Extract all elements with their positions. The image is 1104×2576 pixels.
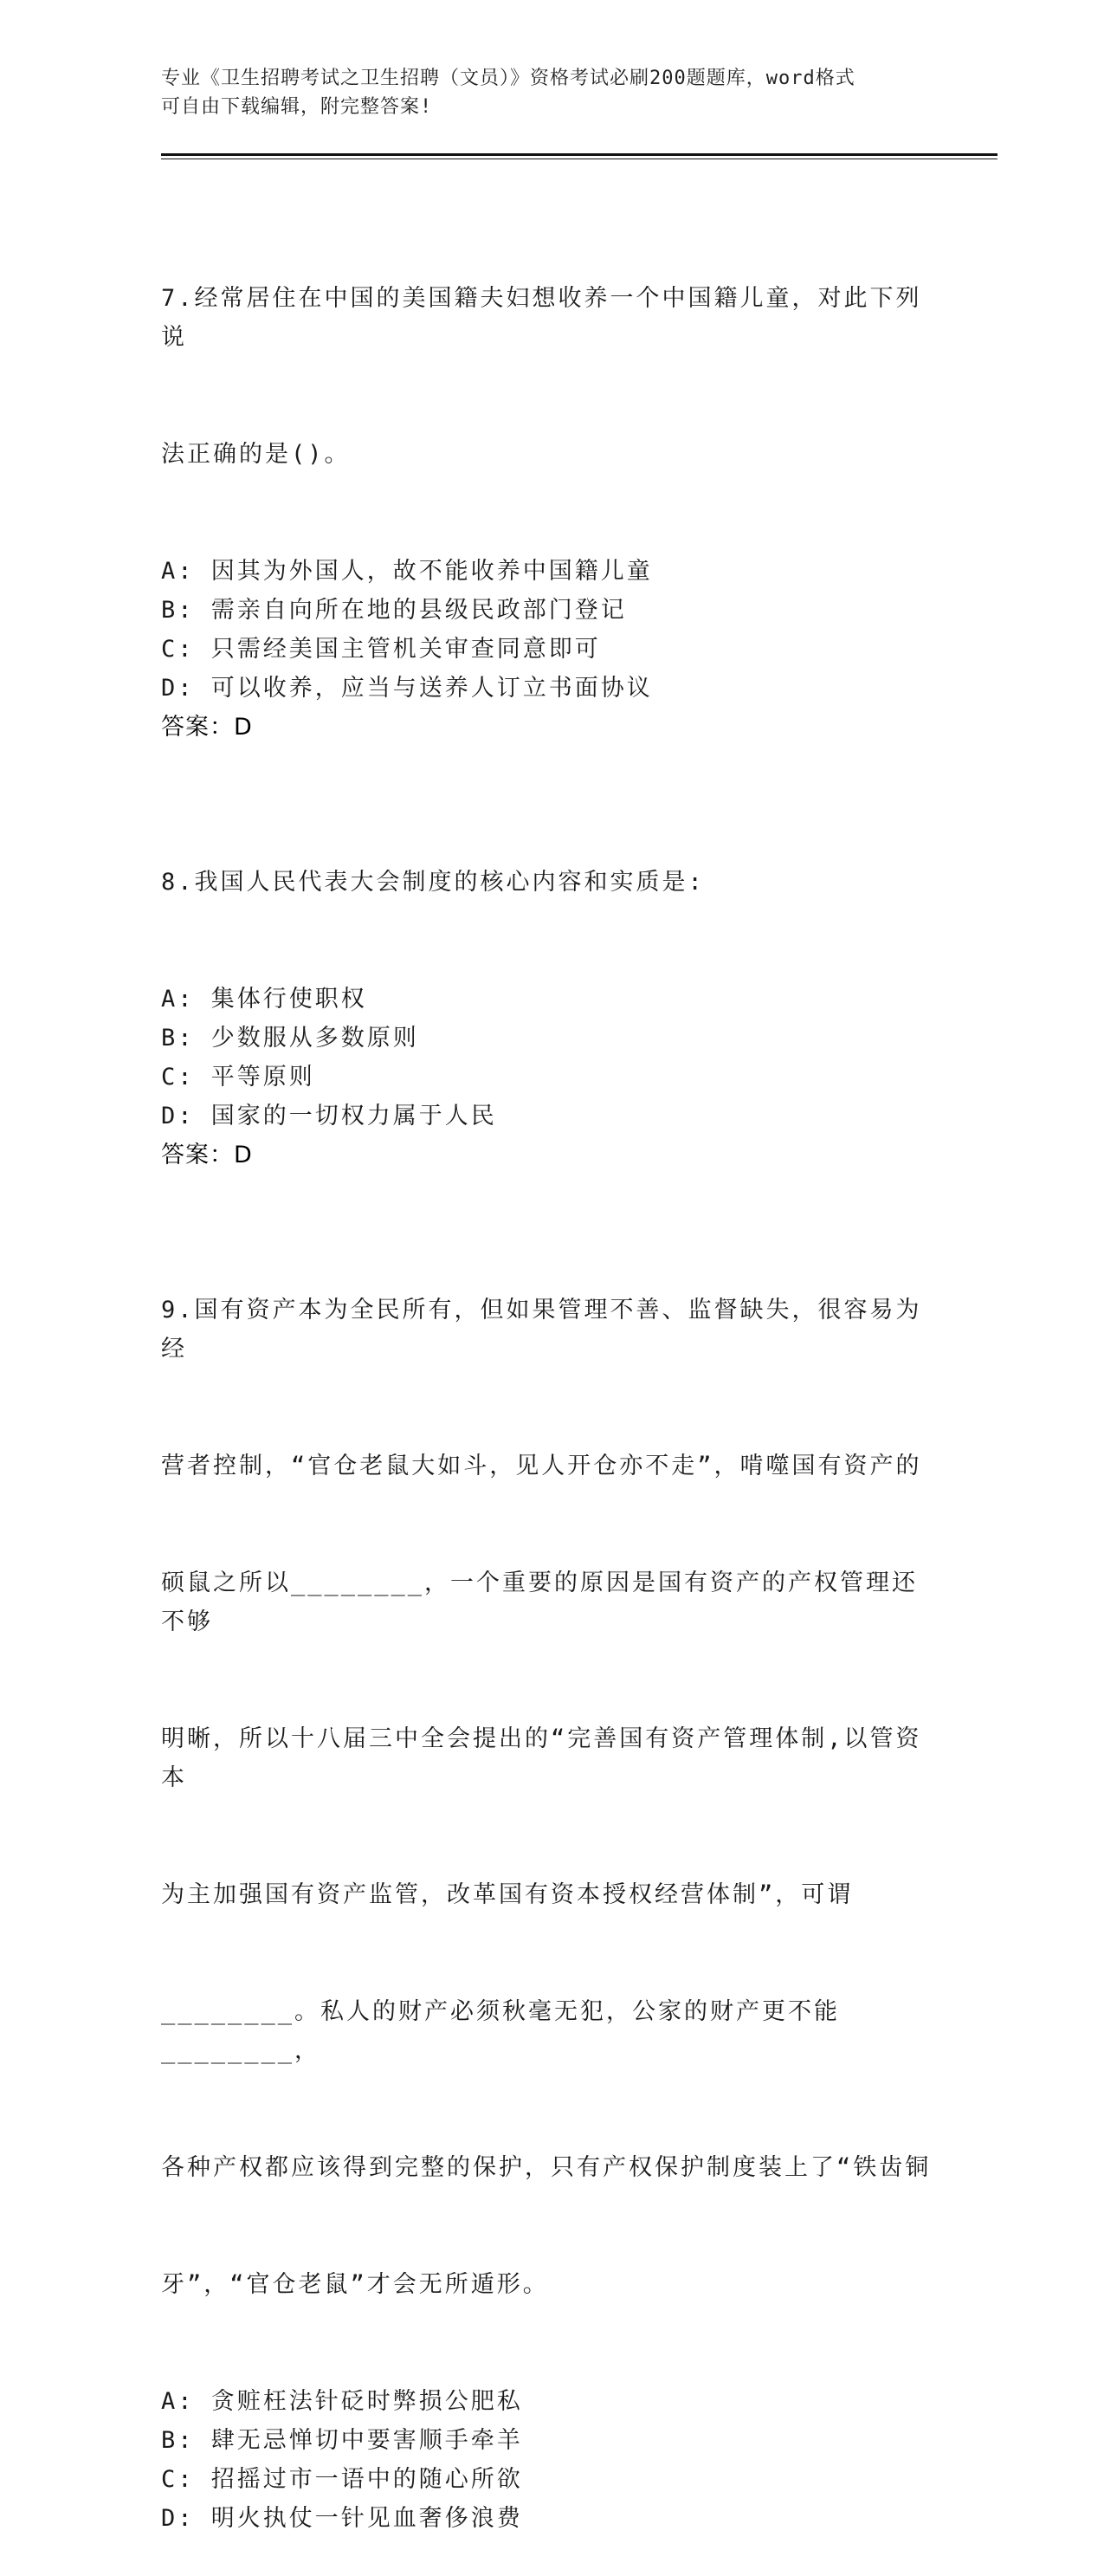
stem-line: 9.国有资产本为全民所有，但如果管理不善、监督缺失，很容易为经 bbox=[161, 1297, 922, 1362]
question-stem bbox=[161, 201, 940, 552]
option-c: C: 平等原则 bbox=[161, 1064, 315, 1091]
question-list bbox=[161, 201, 940, 2576]
answer-line: 答案：D bbox=[161, 1142, 253, 1168]
option-d: D: 可以收养，应当与送养人订立书面协议 bbox=[161, 675, 653, 702]
stem-line: 8.我国人民代表大会制度的核心内容和实质是: bbox=[161, 869, 705, 896]
stem-line: 7.经常居住在中国的美国籍夫妇想收养一个中国籍儿童，对此下列说 bbox=[161, 285, 922, 351]
option-c: C: 只需经美国主管机关审查同意即可 bbox=[161, 636, 601, 663]
stem-line: ________。私人的财产必须秋毫无犯，公家的财产更不能________， bbox=[161, 1998, 841, 2064]
question-stem bbox=[161, 785, 940, 980]
stem-line: 营者控制，“官仓老鼠大如斗，见人开仓亦不走”，啃噬国有资产的 bbox=[161, 1453, 922, 1479]
header-title-line-1: 专业《卫生招聘考试之卫生招聘（文员）》资格考试必刷200题题库，word格式 bbox=[161, 68, 855, 89]
stem-line: 牙”，“官仓老鼠”才会无所遁形。 bbox=[161, 2271, 549, 2298]
question-8 bbox=[161, 785, 940, 1175]
option-a: A: 因其为外国人，故不能收养中国籍儿童 bbox=[161, 558, 653, 585]
stem-line: 为主加强国有资产监管，改革国有资本授权经营体制”，可谓 bbox=[161, 1881, 854, 1908]
stem-line: 硕鼠之所以________，一个重要的原因是国有资产的产权管理还不够 bbox=[161, 1570, 919, 1635]
stem-line: 法正确的是()。 bbox=[161, 441, 351, 468]
option-b: B: 需亲自向所在地的县级民政部门登记 bbox=[161, 597, 627, 624]
header-rule-thick bbox=[161, 153, 997, 156]
option-d: D: 明火执仗一针见血奢侈浪费 bbox=[161, 2505, 523, 2532]
option-c: C: 招摇过市一语中的随心所欲 bbox=[161, 2466, 523, 2493]
option-a: A: 集体行使职权 bbox=[161, 986, 367, 1013]
stem-line: 各种产权都应该得到完整的保护，只有产权保护制度装上了“铁齿铜 bbox=[161, 2154, 932, 2181]
question-9 bbox=[161, 1213, 940, 2538]
option-b: B: 少数服从多数原则 bbox=[161, 1025, 419, 1052]
answer-line: 答案：D bbox=[161, 714, 253, 741]
header-title-line-2: 可自由下载编辑，附完整答案! bbox=[161, 96, 433, 118]
option-b: B: 肆无忌惮切中要害顺手牵羊 bbox=[161, 2427, 523, 2454]
option-d: D: 国家的一切权力属于人民 bbox=[161, 1103, 497, 1129]
stem-line: 明晰，所以十八届三中全会提出的“完善国有资产管理体制,以管资本 bbox=[161, 1725, 922, 1791]
question-7 bbox=[161, 201, 940, 747]
question-stem bbox=[161, 1213, 940, 2382]
document-header bbox=[161, 64, 940, 121]
option-a: A: 贪赃枉法针砭时弊损公肥私 bbox=[161, 2388, 523, 2415]
